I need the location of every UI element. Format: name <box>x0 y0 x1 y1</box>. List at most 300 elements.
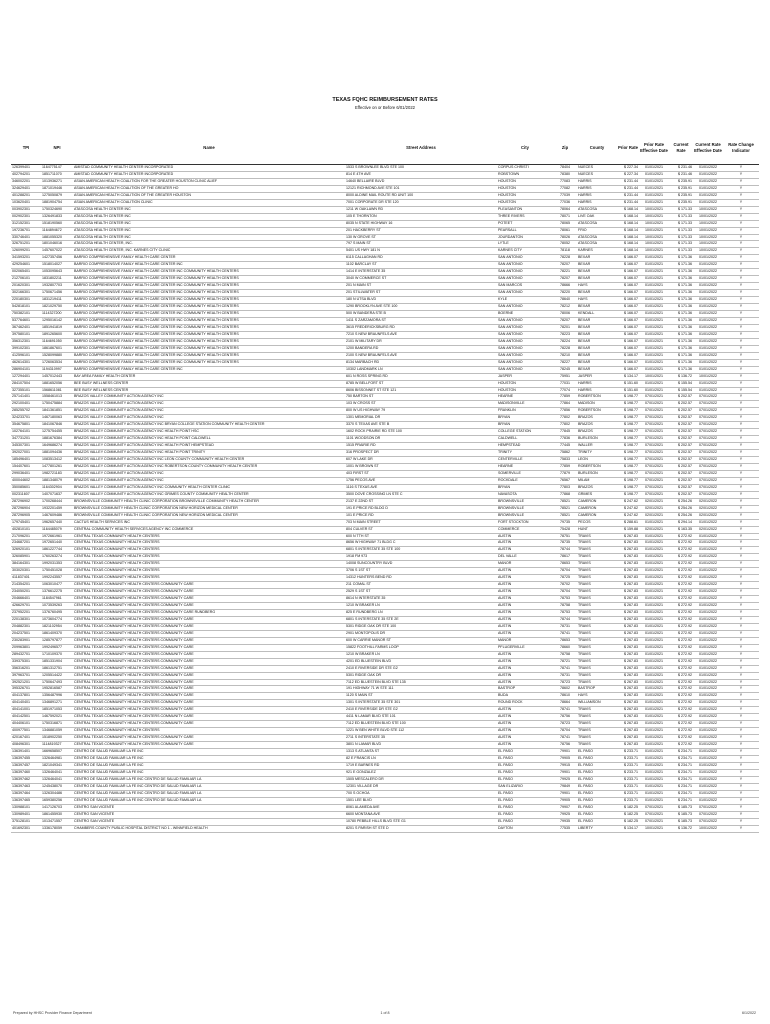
cell-current-rate: $ 231.46 <box>669 171 693 178</box>
cell-npi: 1346881059 <box>41 728 73 735</box>
cell-city: EL PASO <box>497 790 553 797</box>
cell-rate-change: Y <box>723 317 759 324</box>
cell-rate-change: Y <box>723 735 759 742</box>
cell-address: 1290 BROOKLYN AVE STE 100 <box>345 304 497 311</box>
cell-current-rate: $ 231.46 <box>669 165 693 172</box>
cell-zip: 78704 <box>553 568 577 575</box>
cell-tpi: 287296904 <box>11 505 41 512</box>
cell-zip: 78065 <box>553 220 577 227</box>
cell-prior-rate: $ 166.07 <box>617 324 639 331</box>
cell-prior-effective-date: 01/01/2021 <box>639 762 669 769</box>
table-row <box>11 345 759 352</box>
cell-prior-effective-date: 07/01/2021 <box>639 450 669 457</box>
cell-county: BEXAR <box>577 269 617 276</box>
cell-county: BEXAR <box>577 345 617 352</box>
table-row <box>11 623 759 630</box>
cell-prior-rate: $ 166.07 <box>617 331 639 338</box>
cell-prior-effective-date: 01/01/2021 <box>639 561 669 568</box>
cell-prior-effective-date: 01/01/2021 <box>639 366 669 373</box>
table-row <box>11 714 759 721</box>
cell-rate-change: Y <box>723 665 759 672</box>
cell-rate-change: Y <box>723 276 759 283</box>
cell-county: CAMERON <box>577 512 617 519</box>
cell-county: TRAVIS <box>577 651 617 658</box>
cell-zip: 78380 <box>553 171 577 178</box>
cell-address: 1001 W BROWN ST <box>345 463 497 470</box>
table-row <box>11 512 759 519</box>
cell-npi: 1164302904 <box>41 484 73 491</box>
cell-address: 201 N MAIN ST <box>345 283 497 290</box>
cell-name: BRAZOS VALLEY COMMUNITY ACTION AGENCY INC HEALTH POINT HSC <box>73 429 345 436</box>
cell-city: HOUSTON <box>497 387 553 394</box>
cell-current-rate: $ 202.57 <box>669 463 693 470</box>
cell-prior-effective-date: 01/01/2021 <box>639 776 669 783</box>
cell-current-effective-date: 01/01/2022 <box>693 171 723 178</box>
cell-prior-rate: $ 198.77 <box>617 394 639 401</box>
cell-rate-change: Y <box>723 505 759 512</box>
cell-zip: 77868 <box>553 491 577 498</box>
cell-tpi: 426629701 <box>11 603 41 610</box>
cell-address: 750 BARTON ST <box>345 394 497 401</box>
cell-address: 4201 ED BLUESTEIN BLVD <box>345 658 497 665</box>
cell-county: TRAVIS <box>577 610 617 617</box>
cell-address: 103 W CROSS ST <box>345 401 497 408</box>
cell-county: MILAM <box>577 477 617 484</box>
cell-prior-rate: $ 166.07 <box>617 297 639 304</box>
cell-name: BARRIO COMPREHENSIVE FAMILY HEALTH CARE CENTER INC COMMUNITY HEALTH CENTERS <box>73 331 345 338</box>
cell-prior-rate: $ 233.71 <box>617 776 639 783</box>
cell-npi: 1851971053 <box>41 707 73 714</box>
cell-zip: 78723 <box>553 721 577 728</box>
cell-prior-rate: $ 151.60 <box>617 380 639 387</box>
cell-tpi: 197236701 <box>11 227 41 234</box>
cell-rate-change: Y <box>723 345 759 352</box>
cell-current-effective-date: 07/01/2022 <box>693 818 723 825</box>
cell-city: HEARNE <box>497 463 553 470</box>
cell-zip: 78228 <box>553 345 577 352</box>
cell-zip: 79735 <box>553 519 577 526</box>
cell-county: ROBERTSON <box>577 463 617 470</box>
cell-name: BARRIO COMPREHENSIVE FAMILY HEALTH CARE CENTER INC COMMUNITY HEALTH CENTERS <box>73 304 345 311</box>
cell-city: HOUSTON <box>497 380 553 387</box>
cell-tpi: 408496301 <box>11 742 41 749</box>
cell-prior-rate: $ 267.83 <box>617 596 639 603</box>
cell-npi: 1962657440 <box>41 519 73 526</box>
cell-zip: 78521 <box>553 512 577 519</box>
cell-current-rate: $ 185.73 <box>669 804 693 811</box>
cell-prior-effective-date: 07/01/2021 <box>639 436 669 443</box>
cell-address: 1101 WOODSON DR <box>345 436 497 443</box>
cell-prior-effective-date: 01/01/2021 <box>639 568 669 575</box>
cell-current-effective-date: 01/01/2022 <box>693 756 723 763</box>
cell-tpi: 136397455 <box>11 756 41 763</box>
cell-city: ROBSTOWN <box>497 171 553 178</box>
cell-prior-rate: $ 168.14 <box>617 241 639 248</box>
cell-tpi: 214354201 <box>11 582 41 589</box>
cell-current-rate: $ 185.73 <box>669 811 693 818</box>
cell-county: JASPER <box>577 373 617 380</box>
cell-tpi: 327355101 <box>11 387 41 394</box>
cell-prior-effective-date: 01/01/2021 <box>639 297 669 304</box>
cell-rate-change: Y <box>723 756 759 763</box>
cell-current-rate: $ 272.92 <box>669 547 693 554</box>
cell-county: BRAZOS <box>577 429 617 436</box>
cell-current-effective-date: 02/01/2022 <box>693 505 723 512</box>
cell-prior-effective-date: 01/01/2021 <box>639 742 669 749</box>
cell-current-rate: $ 202.57 <box>669 436 693 443</box>
cell-address: 7112 ED BLUESTEIN BLVD STE 100 <box>345 721 497 728</box>
cell-current-rate: $ 171.36 <box>669 338 693 345</box>
table-row <box>11 401 759 408</box>
cell-county: EL PASO <box>577 756 617 763</box>
cell-prior-rate: $ 267.83 <box>617 610 639 617</box>
table-row <box>11 192 759 199</box>
cell-prior-effective-date: 01/01/2021 <box>639 783 669 790</box>
cell-tpi: 299036401 <box>11 470 41 477</box>
cell-tpi: 303020301 <box>11 568 41 575</box>
cell-county: KARNES <box>577 248 617 255</box>
cell-tpi: 401288201 <box>11 192 41 199</box>
cell-prior-effective-date: 01/01/2021 <box>639 589 669 596</box>
cell-npi: 1467592021 <box>41 714 73 721</box>
cell-name: CENTRAL TEXAS COMMUNITY HEALTH CENTERS COMMUNITY CARE <box>73 630 345 637</box>
cell-county: ATASCOSA <box>577 220 617 227</box>
cell-npi: 1427357456 <box>41 255 73 262</box>
cell-city: BROWNSVILLE <box>497 512 553 519</box>
cell-zip: 77802 <box>553 422 577 429</box>
cell-address: 1414 E INTERSTATE 35 <box>345 269 497 276</box>
cell-prior-rate: $ 166.07 <box>617 255 639 262</box>
cell-zip: 79901 <box>553 790 577 797</box>
cell-name: CENTRO DE SALUD FAMILIAR LA FE INC <box>73 756 345 763</box>
cell-name: CENTRAL TEXAS COMMUNITY HEALTH CENTERS COMMUNITY CARE <box>73 637 345 644</box>
cell-tpi: 292100401 <box>11 401 41 408</box>
cell-name: ASIAN AMERICAN HEALTH COALITION CLINIC <box>73 199 345 206</box>
cell-tpi: 341593201 <box>11 255 41 262</box>
cell-npi: 1164691050 <box>41 338 73 345</box>
cell-prior-rate: $ 231.44 <box>617 178 639 185</box>
cell-prior-rate: $ 168.14 <box>617 234 639 241</box>
cell-prior-rate: $ 198.77 <box>617 484 639 491</box>
cell-npi: 1326464981 <box>41 756 73 763</box>
table-row <box>11 707 759 714</box>
cell-prior-effective-date: 01/01/2021 <box>639 769 669 776</box>
cell-city: AUSTIN <box>497 658 553 665</box>
cell-name: BRAZOS VALLEY COMMUNITY ACTION AGENCY INC BRYAN COLLEGE STATION COMMUNITY HEALTH CENTER <box>73 422 345 429</box>
cell-current-effective-date: 01/01/2022 <box>693 637 723 644</box>
cell-name: BRAZOS VALLEY COMMUNITY ACTION AGENCY INC <box>73 477 345 484</box>
cell-npi: 1881348079 <box>41 477 73 484</box>
cell-prior-effective-date: 10/01/2021 <box>639 213 669 220</box>
cell-rate-change: Y <box>723 484 759 491</box>
cell-prior-rate: $ 233.71 <box>617 769 639 776</box>
cell-prior-effective-date: 01/01/2021 <box>639 185 669 192</box>
table-row <box>11 672 759 679</box>
cell-current-effective-date: 01/01/2022 <box>693 735 723 742</box>
cell-zip: 78228 <box>553 255 577 262</box>
cell-zip: 78653 <box>553 561 577 568</box>
cell-npi: 1831219411 <box>41 297 73 304</box>
cell-address: 2901 MONTOPOLIS DR <box>345 630 497 637</box>
cell-current-rate: $ 272.92 <box>669 589 693 596</box>
cell-zip: 78753 <box>553 596 577 603</box>
cell-address: 14640 BELLAIRE BLVD <box>345 178 497 185</box>
table-row <box>11 199 759 206</box>
cell-city: POTEET <box>497 220 553 227</box>
table-row <box>11 394 759 401</box>
cell-current-effective-date: 07/01/2022 <box>693 429 723 436</box>
cell-current-rate: $ 272.92 <box>669 554 693 561</box>
cell-rate-change: Y <box>723 248 759 255</box>
cell-name: BAY AREA FAMILY HEALTH CENTER <box>73 373 345 380</box>
cell-name: CENTRAL TEXAS COMMUNITY HEALTH CENTERS COMMUNITY CARE <box>73 616 345 623</box>
cell-county: GRIMES <box>577 491 617 498</box>
cell-address: 8000 ALDINE MAIL ROUTE RD UNIT 100 <box>345 192 497 199</box>
cell-prior-effective-date: 01/01/2021 <box>639 714 669 721</box>
cell-address: 6115 CALLAGHAN RD <box>345 255 497 262</box>
cell-zip: 79907 <box>553 804 577 811</box>
cell-address: 1221 W BEN WHITE BLVD STE 112 <box>345 728 497 735</box>
cell-current-rate: $ 272.92 <box>669 596 693 603</box>
cell-address: 191 E PRICE RD BLDG D <box>345 505 497 512</box>
cell-city: MANOR <box>497 637 553 644</box>
cell-prior-effective-date: 02/01/2021 <box>639 505 669 512</box>
cell-city: PLEASANTON <box>497 206 553 213</box>
cell-address: 1200 BANDERA RD <box>345 345 497 352</box>
cell-npi: 1245438070 <box>41 783 73 790</box>
cell-tpi: 339375301 <box>11 658 41 665</box>
table-row <box>11 749 759 756</box>
cell-current-effective-date: 07/01/2022 <box>693 422 723 429</box>
header-prior-rate: Prior Rate <box>617 131 639 165</box>
cell-prior-effective-date: 01/01/2021 <box>639 304 669 311</box>
cell-prior-rate: $ 151.60 <box>617 387 639 394</box>
cell-zip: 75951 <box>553 373 577 380</box>
cell-npi: 1932201459 <box>41 505 73 512</box>
cell-county: BEXAR <box>577 359 617 366</box>
cell-prior-effective-date: 07/01/2021 <box>639 818 669 825</box>
cell-npi: 1295016142 <box>41 317 73 324</box>
cell-npi: 1851941819 <box>41 324 73 331</box>
cell-rate-change: Y <box>723 199 759 206</box>
cell-npi: 1861455930 <box>41 811 73 818</box>
cell-county: HAYS <box>577 297 617 304</box>
cell-npi: 1750475884 <box>41 401 73 408</box>
cell-rate-change: Y <box>723 797 759 804</box>
table-row <box>11 457 759 464</box>
cell-county: TRAVIS <box>577 554 617 561</box>
cell-npi: 1881055320 <box>41 234 73 241</box>
cell-zip: 79915 <box>553 762 577 769</box>
cell-rate-change: Y <box>723 742 759 749</box>
cell-tpi: 347731201 <box>11 436 41 443</box>
cell-address: 814 E 4TH AVE <box>345 171 497 178</box>
cell-current-effective-date: 01/01/2022 <box>693 790 723 797</box>
cell-prior-effective-date: 01/01/2021 <box>639 616 669 623</box>
cell-address: 2410 E RIVERSIDE DR STE G2 <box>345 665 497 672</box>
cell-current-effective-date: 01/01/2022 <box>693 575 723 582</box>
table-row <box>11 352 759 359</box>
cell-zip: 78207 <box>553 317 577 324</box>
cell-county: TRAVIS <box>577 596 617 603</box>
cell-tpi: 402810101 <box>11 526 41 533</box>
cell-name: CENTRAL TEXAS COMMUNITY HEALTH CENTERS COMMUNITY CARE <box>73 596 345 603</box>
cell-rate-change: Y <box>723 290 759 297</box>
cell-address: 3706 S 1ST ST <box>345 568 497 575</box>
cell-city: KARNES CITY <box>497 248 553 255</box>
cell-npi: 1750647493 <box>41 679 73 686</box>
cell-prior-rate: $ 267.83 <box>617 644 639 651</box>
cell-prior-effective-date: 01/01/2021 <box>639 178 669 185</box>
cell-prior-effective-date: 01/01/2021 <box>639 262 669 269</box>
cell-prior-rate: $ 267.83 <box>617 616 639 623</box>
cell-prior-effective-date: 01/01/2021 <box>639 630 669 637</box>
cell-npi: 1851711070 <box>41 171 73 178</box>
cell-city: TRINITY <box>497 450 553 457</box>
cell-tpi: 399102301 <box>11 345 41 352</box>
table-row <box>11 373 759 380</box>
cell-prior-effective-date: 01/01/2021 <box>639 749 669 756</box>
cell-current-rate: $ 272.92 <box>669 610 693 617</box>
cell-name: CENTRAL TEXAS COMMUNITY HEALTH CENTERS COMMUNITY CARE <box>73 721 345 728</box>
cell-zip: 78756 <box>553 742 577 749</box>
cell-current-effective-date: 01/01/2022 <box>693 554 723 561</box>
cell-tpi: 404141001 <box>11 707 41 714</box>
cell-county: TRAVIS <box>577 679 617 686</box>
table-row <box>11 679 759 686</box>
cell-current-effective-date: 01/01/2022 <box>693 707 723 714</box>
cell-name: BRAZOS VALLEY COMMUNITY ACTION AGENCY INC <box>73 401 345 408</box>
cell-rate-change: Y <box>723 637 759 644</box>
cell-prior-rate: $ 159.88 <box>617 526 639 533</box>
cell-prior-effective-date: 01/01/2021 <box>639 387 669 394</box>
table-row <box>11 408 759 415</box>
table-row <box>11 575 759 582</box>
cell-zip: 78006 <box>553 311 577 318</box>
cell-npi: 1467609486 <box>41 512 73 519</box>
cell-name: BARRIO COMPREHENSIVE FAMILY HEALTH CARE CENTER INC COMMUNITY HEALTH CENTERS <box>73 359 345 366</box>
cell-current-effective-date: 01/01/2022 <box>693 762 723 769</box>
cell-current-rate: $ 235.91 <box>669 185 693 192</box>
cell-current-rate: $ 202.57 <box>669 443 693 450</box>
cell-prior-effective-date: 01/01/2021 <box>639 317 669 324</box>
cell-city: BUDA <box>497 693 553 700</box>
cell-prior-effective-date: 07/01/2021 <box>639 470 669 477</box>
cell-current-effective-date: 07/01/2022 <box>693 457 723 464</box>
table-row <box>11 637 759 644</box>
cell-prior-rate: $ 267.83 <box>617 742 639 749</box>
cell-npi: 1871019446 <box>41 185 73 192</box>
cell-tpi: 750382101 <box>11 311 41 318</box>
cell-npi: 1326491833 <box>41 213 73 220</box>
cell-npi: 1669658507 <box>41 749 73 756</box>
cell-prior-effective-date: 07/01/2021 <box>639 408 669 415</box>
cell-prior-rate: $ 267.83 <box>617 547 639 554</box>
cell-county: BEXAR <box>577 324 617 331</box>
cell-zip: 78702 <box>553 582 577 589</box>
cell-current-rate: $ 202.57 <box>669 401 693 408</box>
table-row <box>11 811 759 818</box>
cell-name: CENTRO DE SALUD FAMILIAR LA FE INC CENTRO DE SALUD FAMILIAR LA <box>73 783 345 790</box>
cell-current-rate: $ 272.92 <box>669 561 693 568</box>
cell-zip: 78640 <box>553 297 577 304</box>
cell-tpi: 402794201 <box>11 171 41 178</box>
cell-prior-rate: $ 267.83 <box>617 568 639 575</box>
cell-zip: 78207 <box>553 276 577 283</box>
cell-prior-effective-date: 01/01/2021 <box>639 603 669 610</box>
cell-city: AUSTIN <box>497 707 553 714</box>
cell-city: AUSTIN <box>497 672 553 679</box>
cell-tpi: 392521201 <box>11 679 41 686</box>
cell-prior-effective-date: 01/01/2021 <box>639 679 669 686</box>
cell-current-rate: $ 136.72 <box>669 373 693 380</box>
cell-current-effective-date: 01/01/2022 <box>693 533 723 540</box>
cell-rate-change: Y <box>723 547 759 554</box>
cell-tpi: 404137801 <box>11 693 41 700</box>
cell-name: BARRIO COMPREHENSIVE FAMILY HEALTH CARE CENTER INC COMMUNITY HEALTH CENTERS <box>73 283 345 290</box>
cell-current-rate: $ 171.33 <box>669 241 693 248</box>
cell-npi: 1326464041 <box>41 776 73 783</box>
cell-current-effective-date: 02/01/2022 <box>693 498 723 505</box>
cell-city: HOUSTON <box>497 192 553 199</box>
cell-rate-change: Y <box>723 269 759 276</box>
cell-prior-rate: $ 198.77 <box>617 491 639 498</box>
cell-current-effective-date: 01/01/2022 <box>693 623 723 630</box>
cell-rate-change: Y <box>723 790 759 797</box>
cell-tpi: 130988101 <box>11 804 41 811</box>
cell-current-effective-date: 01/01/2022 <box>693 387 723 394</box>
cell-tpi: 201620301 <box>11 283 41 290</box>
cell-tpi: 356316201 <box>11 665 41 672</box>
cell-zip: 78207 <box>553 262 577 269</box>
cell-current-effective-date: 01/01/2022 <box>693 776 723 783</box>
cell-name: BRAZOS VALLEY COMMUNITY ACTION AGENCY INC HEALTH POINT CALDWELL <box>73 436 345 443</box>
cell-npi: 1659380256 <box>41 797 73 804</box>
cell-address: 5301 RIDGE OAK DR <box>345 672 497 679</box>
cell-current-rate: $ 272.92 <box>669 616 693 623</box>
cell-county: TRAVIS <box>577 547 617 554</box>
cell-current-rate: $ 254.26 <box>669 498 693 505</box>
cell-prior-rate: $ 166.07 <box>617 269 639 276</box>
cell-current-effective-date: 01/01/2022 <box>693 345 723 352</box>
cell-address: 1501 LEE BLVD <box>345 797 497 804</box>
cell-county: TRAVIS <box>577 603 617 610</box>
cell-city: CALDWELL <box>497 436 553 443</box>
cell-rate-change: Y <box>723 533 759 540</box>
cell-county: TRAVIS <box>577 714 617 721</box>
cell-rate-change: Y <box>723 429 759 436</box>
cell-city: EL PASO <box>497 797 553 804</box>
cell-address: 607 W LAKE DR <box>345 457 497 464</box>
cell-county: TRAVIS <box>577 630 617 637</box>
cell-prior-rate: $ 267.83 <box>617 651 639 658</box>
cell-address: 1301 S INTERSTATE 35 STE 301 <box>345 700 497 707</box>
cell-tpi: 002065401 <box>11 269 41 276</box>
cell-rate-change: Y <box>723 387 759 394</box>
cell-tpi: 136397465 <box>11 797 41 804</box>
cell-npi: 1114327200 <box>41 311 73 318</box>
cell-prior-effective-date: 01/01/2021 <box>639 707 669 714</box>
cell-current-effective-date: 01/01/2022 <box>693 797 723 804</box>
cell-name: BRAZOS VALLEY COMMUNITY ACTION AGENCY INC HEALTH POINT HEMPSTEAD <box>73 443 345 450</box>
cell-name: CENTRO DE SALUD FAMILIAR LA FE INC <box>73 749 345 756</box>
cell-address: 1116 S TEXAS AVE <box>345 484 497 491</box>
cell-current-effective-date: 01/01/2022 <box>693 540 723 547</box>
cell-zip: 77845 <box>553 429 577 436</box>
cell-name: BROWNSVILLE COMMUNITY HEALTH CLINIC CORPORATION BROWNSVILLE COMMUNITY HEALTH CENTER <box>73 498 345 505</box>
cell-address: 8061 ALAMEDA AVE <box>345 804 497 811</box>
cell-prior-effective-date: 01/01/2021 <box>639 352 669 359</box>
